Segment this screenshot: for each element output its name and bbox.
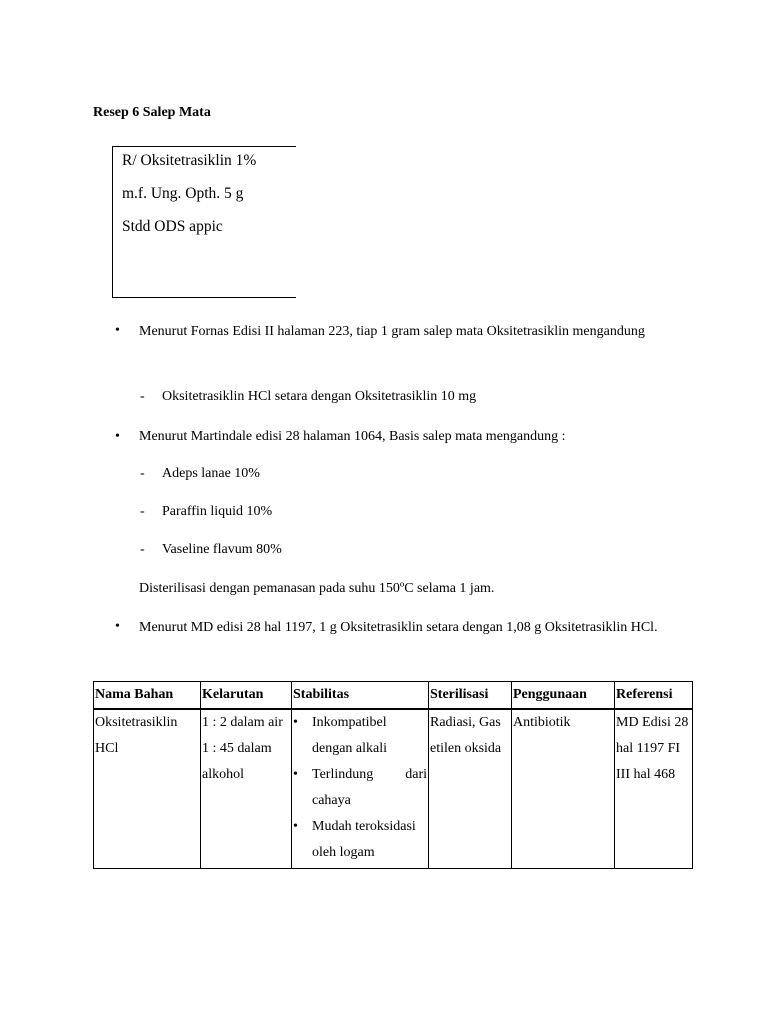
prescription-line-3: Stdd ODS appic <box>122 218 223 235</box>
cell-sterilisasi: Radiasi, Gas etilen oksida <box>429 709 512 869</box>
bullet-marker: • <box>115 619 120 634</box>
page-title: Resep 6 Salep Mata <box>93 105 211 120</box>
prescription-line-2: m.f. Ung. Opth. 5 g <box>122 185 244 202</box>
note-fornas: Menurut Fornas Edisi II halaman 223, tiap 1 gram salep mata Oksitetrasiklin mengandung <box>139 324 645 339</box>
header-kelarutan: Kelarutan <box>201 682 292 710</box>
header-stabilitas: Stabilitas <box>292 682 429 710</box>
cell-nama-bahan: Oksitetrasiklin HCl <box>94 709 201 869</box>
table-row <box>94 709 693 869</box>
stability-item: • Inkompatibel dengan alkali <box>293 715 388 756</box>
header-penggunaan: Penggunaan <box>512 682 615 710</box>
base-item-vaseline: Vaseline flavum 80% <box>162 542 282 557</box>
stability-item: • Mudah teroksidasi oleh logam <box>293 819 416 860</box>
stability-item: • Terlindung dari cahaya <box>293 767 427 808</box>
header-referensi: Referensi <box>615 682 693 710</box>
note-md: Menurut MD edisi 28 hal 1197, 1 g Oksitetrasiklin setara dengan 1,08 g Oksitetrasiklin HCl. <box>139 620 658 635</box>
note-martindale: Menurut Martindale edisi 28 halaman 1064, Basis salep mata mengandung : <box>139 429 566 444</box>
header-sterilisasi: Sterilisasi <box>429 682 512 710</box>
sterilization-note: Disterilisasi dengan pemanasan pada suhu 150ºC selama 1 jam. <box>139 581 495 596</box>
dash-marker: - <box>140 466 145 481</box>
prescription-line-1: R/ Oksitetrasiklin 1% <box>122 152 257 169</box>
base-item-paraffin: Paraffin liquid 10% <box>162 504 273 519</box>
properties-table <box>93 681 693 869</box>
cell-kelarutan: 1 : 2 dalam air 1 : 45 dalam alkohol <box>201 709 292 869</box>
dash-marker: - <box>140 542 145 557</box>
cell-stabilitas <box>292 709 429 869</box>
dash-marker: - <box>140 504 145 519</box>
prescription-box <box>112 146 296 298</box>
bullet-marker: • <box>115 323 120 338</box>
table-header-row <box>94 682 693 710</box>
cell-penggunaan: Antibiotik <box>512 709 615 869</box>
cell-referensi: MD Edisi 28 hal 1197 FI III hal 468 <box>615 709 693 869</box>
base-item-adeps: Adeps lanae 10% <box>162 466 260 481</box>
header-nama-bahan: Nama Bahan <box>94 682 201 710</box>
dash-marker: - <box>140 389 145 404</box>
bullet-marker: • <box>115 429 120 444</box>
note-fornas-item: Oksitetrasiklin HCl setara dengan Oksitetrasiklin 10 mg <box>162 389 477 404</box>
